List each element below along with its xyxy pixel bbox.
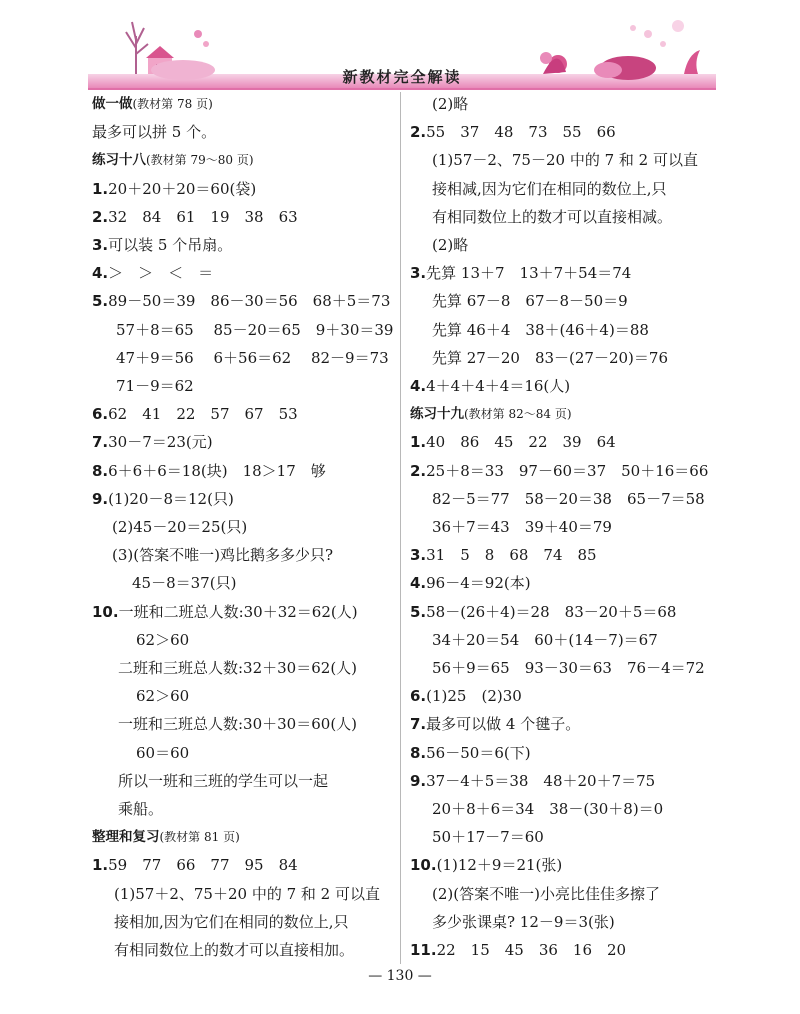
answer-text: (1)57＋2、75＋20 中的 7 和 2 可以直 (114, 884, 380, 903)
item-number: 9. (92, 489, 109, 508)
answer-text: 30－7＝23(元) (108, 433, 213, 452)
answer-text: 一班和三班总人数:30＋30＝60(人) (118, 715, 358, 734)
answer-text: 多少张课桌? 12－9＝3(张) (432, 912, 615, 931)
answer-text: (2)略 (432, 236, 469, 254)
answer-line (92, 289, 390, 313)
answer-line (136, 684, 189, 708)
answer-text: 最多可以做 4 个毽子。 (426, 715, 581, 734)
answer-line (92, 430, 213, 454)
answer-text: 6＋6＋6＝18(块) 18＞17 够 (108, 461, 326, 480)
answer-text: (3)(答案不唯一)鸡比鹅多多少只? (112, 546, 333, 565)
answer-text: 55 37 48 73 55 66 (426, 123, 616, 142)
answer-text: 先算 46＋4 38＋(46＋4)＝88 (432, 320, 649, 339)
answer-text: 32 84 61 19 38 63 (108, 207, 298, 226)
answer-line (410, 938, 626, 962)
answer-text: ＞ ＞ ＜ ＝ (108, 264, 214, 283)
section-heading (92, 825, 240, 849)
item-number: 1. (410, 433, 427, 452)
answer-line (410, 853, 562, 877)
answer-text: 62＞60 (136, 630, 190, 649)
answer-line (410, 684, 522, 708)
item-number: 4. (410, 377, 427, 395)
answer-line (116, 346, 389, 370)
answer-line (114, 938, 354, 962)
section-page-ref: (教材第 79～80 页) (146, 153, 254, 168)
section-page-ref: (教材第 81 页) (159, 830, 240, 845)
item-number: 4. (92, 264, 109, 283)
section-page-ref: (教材第 78 页) (132, 97, 213, 111)
answer-line (114, 882, 380, 906)
item-number: 5. (410, 602, 427, 621)
answer-line (116, 318, 393, 342)
answer-text: 可以装 5 个吊扇。 (108, 236, 233, 254)
answer-text: 31 5 8 68 74 85 (426, 546, 597, 565)
answer-line (92, 487, 234, 511)
answer-text: 47＋9＝56 6＋56＝62 82－9＝73 (116, 348, 389, 367)
column-divider (400, 92, 401, 964)
answer-line (410, 543, 597, 567)
answer-line (92, 261, 213, 285)
answer-text: 接相减,因为它们在相同的数位上,只 (432, 179, 667, 198)
answer-text: 56＋9＝65 93－30＝63 76－4＝72 (432, 659, 705, 677)
answer-line (432, 825, 544, 849)
section-title: 整理和复习 (92, 829, 160, 846)
item-number: 6. (92, 405, 109, 424)
answer-line (92, 177, 256, 201)
item-number: 4. (410, 574, 427, 593)
answer-text: 有相同数位上的数才可以直接相加。 (114, 941, 355, 959)
section-heading (410, 402, 572, 426)
item-number: 8. (92, 461, 109, 480)
answer-text: 22 15 45 36 16 20 (436, 941, 627, 959)
page-header (88, 14, 716, 96)
answer-line (432, 346, 668, 370)
answer-line (410, 120, 616, 144)
answer-text: 45－8＝37(只) (132, 574, 237, 593)
answer-text: (1)12＋9＝21(张) (436, 856, 563, 875)
item-number: 11. (410, 941, 437, 959)
answer-text: 有相同数位上的数才可以直接相减。 (432, 207, 673, 226)
answer-text: 37－4＋5＝38 48＋20＋7＝75 (426, 771, 656, 790)
answer-line (432, 628, 658, 652)
answer-text: 所以一班和三班的学生可以一起 (118, 771, 329, 790)
answer-text: 先算 13＋7 13＋7＋54＝74 (426, 264, 632, 283)
answer-line (114, 910, 349, 934)
answer-line (92, 459, 326, 483)
item-number: 10. (92, 602, 119, 621)
answer-line (432, 487, 705, 511)
answer-line (136, 741, 189, 765)
answer-line (410, 374, 570, 398)
answer-text: (2)略 (432, 95, 469, 113)
answer-line (432, 882, 660, 906)
item-number: 3. (410, 264, 427, 283)
answer-text: (1)20－8＝12(只) (108, 489, 234, 508)
answer-line (410, 741, 531, 765)
answer-text: 59 77 66 77 95 84 (108, 856, 298, 875)
answer-line (112, 515, 247, 539)
answer-line (92, 120, 216, 144)
item-number: 5. (92, 292, 109, 311)
answer-text: 56－50＝6(下) (426, 743, 531, 762)
answer-line (410, 261, 631, 285)
answer-line (432, 233, 468, 257)
answer-line (92, 853, 298, 877)
answer-text: 一班和二班总人数:30＋32＝62(人) (118, 602, 358, 621)
item-number: 3. (92, 236, 109, 254)
answer-line (432, 92, 468, 116)
answer-line (112, 543, 333, 567)
bubbles-icon (630, 20, 684, 47)
answer-line (116, 374, 194, 398)
answer-text: 62＞60 (136, 687, 190, 706)
answer-line (132, 571, 236, 595)
answer-line (118, 797, 163, 821)
section-page-ref: (教材第 82～84 页) (464, 407, 572, 422)
answer-line (432, 318, 649, 342)
item-number: 2. (410, 123, 427, 142)
answer-text: (2)(答案不唯一)小亮比佳佳多擦了 (432, 884, 660, 903)
answer-text: 89－50＝39 86－30＝56 68＋5＝73 (108, 292, 391, 311)
answer-line (432, 797, 663, 821)
item-number: 7. (92, 433, 109, 452)
answer-text: 20＋8＋6＝34 38－(30＋8)＝0 (432, 800, 664, 818)
answer-line (92, 205, 298, 229)
item-number: 9. (410, 771, 427, 790)
answer-line (410, 600, 676, 624)
answer-text: 96－4＝92(本) (426, 574, 531, 593)
answer-line (136, 628, 189, 652)
answer-line (118, 656, 357, 680)
answer-line (92, 600, 358, 624)
answer-line (410, 571, 531, 595)
answer-text: (1)57－2、75－20 中的 7 和 2 可以直 (432, 151, 698, 170)
answer-line (410, 430, 616, 454)
item-number: 2. (92, 207, 109, 226)
answer-text: 25＋8＝33 97－60＝37 50＋16＝66 (426, 461, 709, 480)
section-heading (92, 148, 254, 172)
answer-text: 接相加,因为它们在相同的数位上,只 (114, 912, 349, 931)
answer-text: 二班和三班总人数:32＋30＝62(人) (118, 659, 358, 677)
answer-text: 60＝60 (136, 743, 190, 762)
item-number: 6. (410, 687, 427, 706)
item-number: 8. (410, 743, 427, 762)
answer-line (118, 769, 328, 793)
section-heading (92, 92, 213, 116)
item-number: 7. (410, 715, 427, 734)
page-number: — 130 — (368, 968, 432, 984)
answer-line (432, 515, 612, 539)
answer-text: 最多可以拼 5 个。 (92, 123, 217, 142)
answer-text: 71－9＝62 (116, 377, 194, 395)
answer-text: 36＋7＝43 39＋40＝79 (432, 518, 612, 536)
item-number: 3. (410, 546, 427, 565)
answer-line (432, 148, 698, 172)
answer-text: 乘船。 (118, 800, 164, 818)
answer-text: 58－(26＋4)＝28 83－20＋5＝68 (426, 602, 677, 621)
item-number: 2. (410, 461, 427, 480)
answer-text: (1)25 (2)30 (426, 687, 522, 706)
item-number: 1. (92, 856, 109, 875)
item-number: 1. (92, 179, 109, 198)
item-number: 10. (410, 856, 437, 875)
answer-line (432, 910, 615, 934)
answer-line (410, 769, 655, 793)
answer-line (432, 205, 672, 229)
section-title: 练习十八 (92, 152, 146, 169)
answer-text: 57＋8＝65 85－20＝65 9＋30＝39 (116, 320, 394, 339)
answer-line (118, 712, 357, 736)
answer-line (432, 656, 705, 680)
answer-text: 50＋17－7＝60 (432, 828, 544, 847)
answer-line (432, 177, 667, 201)
section-title: 练习十九 (410, 406, 464, 423)
answer-text: 先算 27－20 83－(27－20)＝76 (432, 348, 668, 367)
answer-text: 62 41 22 57 67 53 (108, 405, 298, 424)
header-title: 新教材完全解读 (342, 68, 462, 86)
answer-text: 34＋20＝54 60＋(14－7)＝67 (432, 630, 658, 649)
answer-text: 40 86 45 22 39 64 (426, 433, 616, 452)
answer-text: (2)45－20＝25(只) (112, 518, 248, 536)
answer-line (92, 233, 232, 257)
answer-text: 先算 67－8 67－8－50＝9 (432, 292, 628, 311)
answer-text: 4＋4＋4＋4＝16(人) (426, 377, 571, 395)
answer-text: 20＋20＋20＝60(袋) (108, 179, 257, 198)
answer-line (410, 459, 708, 483)
answer-line (92, 402, 298, 426)
section-title: 做一做 (92, 96, 133, 112)
answer-line (432, 289, 628, 313)
answer-line (410, 712, 580, 736)
answer-text: 82－5＝77 58－20＝38 65－7＝58 (432, 489, 705, 508)
